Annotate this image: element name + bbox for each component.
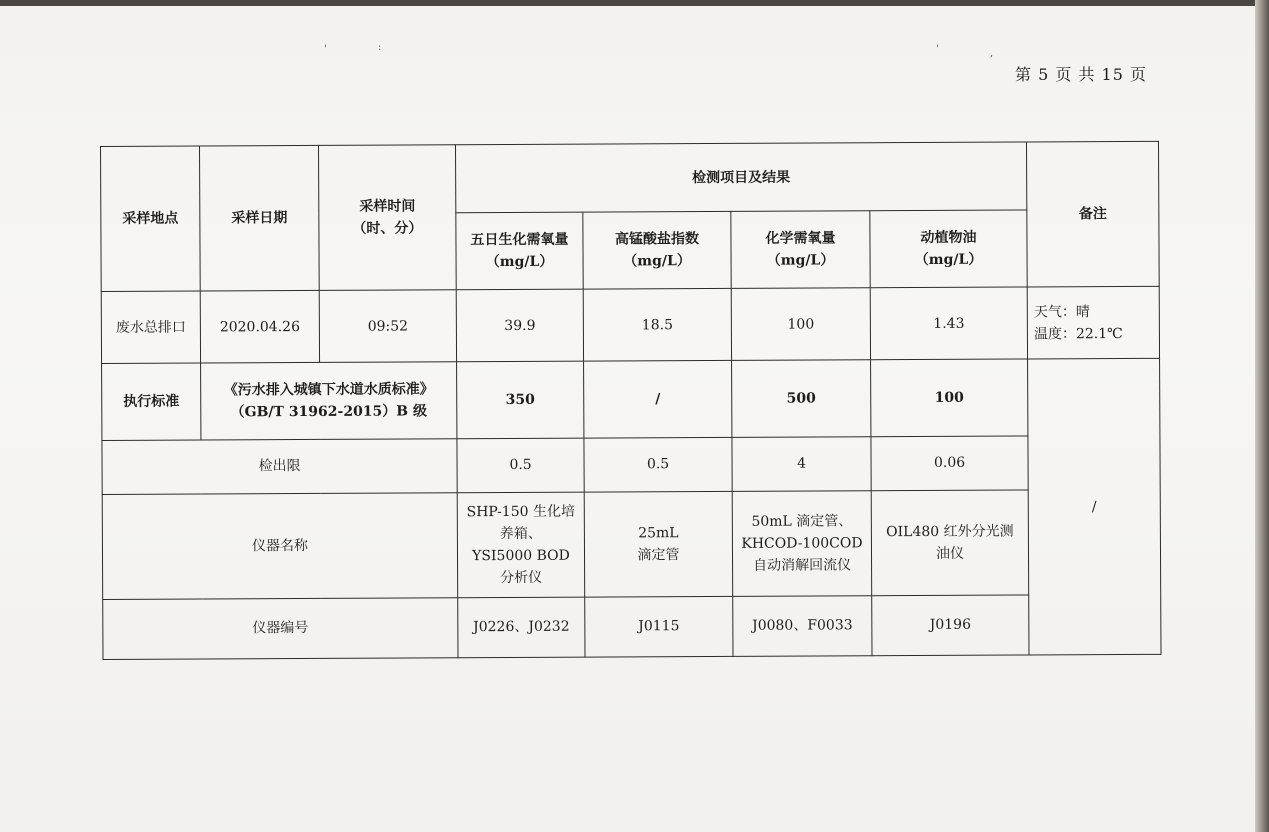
- instrument-id-oil-cell: J0196: [872, 595, 1029, 656]
- header-item-name: 化学需氧量: [765, 230, 836, 247]
- remark-temperature: 温度：22.1℃: [1033, 325, 1123, 342]
- header-item-animal-vegetable-oil: [870, 210, 1027, 287]
- standard-name-cell: [201, 362, 457, 440]
- standard-cod-cell: 500: [732, 360, 871, 437]
- instrument-id-cod-cell: J0080、F0033: [733, 595, 872, 656]
- scan-top-edge: [0, 0, 1269, 6]
- instrument-name-line: SHP-150 生化培: [466, 503, 576, 521]
- remark-weather: 天气：晴: [1033, 303, 1090, 320]
- scan-right-edge: [1255, 0, 1269, 832]
- detection-limit-row: [102, 435, 1160, 494]
- instrument-name-permanganate-cell: [584, 491, 733, 596]
- result-permanganate-cell: 18.5: [583, 288, 731, 361]
- scan-speck: :: [378, 42, 382, 53]
- instrument-id-permanganate-cell: J0115: [585, 596, 733, 657]
- header-item-bod5: [456, 213, 583, 290]
- detection-limit-label-cell: 检出限: [102, 438, 457, 494]
- page-number: 第 5 页 共 15 页: [1015, 65, 1147, 84]
- instrument-id-bod5-cell: J0226、J0232: [458, 597, 585, 658]
- instrument-name-line: YSI5000 BOD: [472, 547, 570, 564]
- instrument-name-line: 油仪: [935, 545, 965, 562]
- detection-limit-bod5-cell: 0.5: [457, 438, 584, 493]
- detection-limit-oil-cell: 0.06: [871, 436, 1028, 491]
- standard-bod5-cell: 350: [457, 361, 584, 438]
- header-item-unit: （mg/L）: [766, 252, 835, 269]
- instrument-id-label-cell: 仪器编号: [103, 597, 458, 659]
- standard-oil-cell: 100: [871, 359, 1028, 436]
- header-test-items-group: 检测项目及结果: [455, 142, 1026, 213]
- data-row: [101, 286, 1159, 364]
- instrument-name-line: 分析仪: [500, 569, 543, 586]
- standard-name-line2: （GB/T 31962-2015）B 级: [230, 403, 428, 421]
- test-results-table: [100, 141, 1161, 660]
- header-item-name: 高锰酸盐指数: [614, 231, 700, 248]
- instrument-name-cod-cell: [732, 491, 872, 596]
- header-item-unit: （mg/L）: [623, 253, 691, 270]
- scan-speck: ,: [990, 48, 994, 59]
- header-item-unit: （mg/L）: [485, 253, 554, 271]
- remark-weather-cell: [1027, 286, 1159, 359]
- header-item-cod: [731, 211, 870, 288]
- header-sampling-date: 采样日期: [200, 145, 320, 290]
- scan-speck: ': [324, 44, 327, 55]
- sampling-time-cell: 09:52: [319, 290, 456, 363]
- instrument-name-line: 自动消解回流仪: [753, 557, 852, 574]
- standard-remark-cell: /: [1028, 359, 1161, 655]
- header-item-name: 五日生化需氧量: [470, 231, 569, 249]
- detection-limit-permanganate-cell: 0.5: [584, 437, 732, 492]
- standard-label-cell: 执行标准: [102, 363, 201, 440]
- standard-name-line1: 《污水排入城镇下水道水质标准》: [223, 381, 434, 399]
- instrument-name-label-cell: 仪器名称: [102, 493, 458, 599]
- instrument-name-row: [102, 489, 1160, 599]
- instrument-name-line: 滴定管: [637, 546, 680, 564]
- header-sampling-location: 采样地点: [101, 146, 201, 291]
- instrument-name-line: OIL480 红外分光测: [886, 523, 1014, 540]
- header-row-1: [101, 141, 1159, 215]
- header-item-unit: （mg/L）: [914, 251, 983, 269]
- header-remarks: 备注: [1026, 141, 1159, 286]
- header-item-name: 动植物油: [920, 229, 977, 247]
- standard-permanganate-cell: /: [584, 361, 732, 438]
- scan-speck: ': [936, 44, 939, 55]
- header-item-permanganate-index: [583, 212, 731, 289]
- instrument-name-line: 养箱、: [499, 525, 542, 542]
- result-bod5-cell: 39.9: [456, 289, 583, 362]
- instrument-name-oil-cell: [871, 490, 1029, 595]
- result-oil-cell: 1.43: [870, 287, 1027, 360]
- sampling-location-cell: 废水总排口: [101, 291, 200, 364]
- instrument-name-line: 25mL: [638, 524, 679, 542]
- standard-row: [102, 359, 1160, 441]
- instrument-name-bod5-cell: [457, 492, 585, 597]
- sampling-date-cell: 2020.04.26: [200, 290, 319, 363]
- instrument-id-row: [103, 594, 1161, 660]
- header-sampling-time-line1: 采样时间: [359, 198, 416, 215]
- header-sampling-time: [318, 145, 456, 290]
- header-sampling-time-line2: （时、分）: [352, 220, 423, 237]
- result-cod-cell: 100: [731, 288, 870, 361]
- instrument-name-line: KHCOD-100COD: [741, 535, 863, 552]
- detection-limit-cod-cell: 4: [732, 436, 871, 491]
- instrument-name-line: 50mL 滴定管、: [751, 513, 853, 530]
